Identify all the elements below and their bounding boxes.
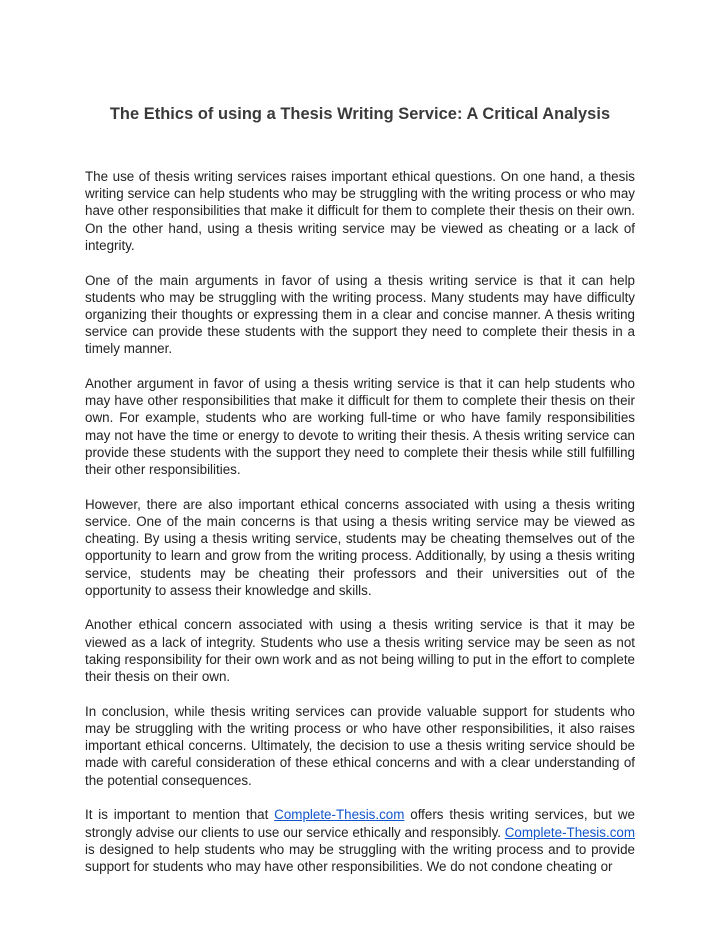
paragraph-other-responsibilities: Another argument in favor of using a thesis writing service is that it can help students who may have other responsibilities that make it difficult for them to complete their thesis on their own. For example, students who are working full-time or who have family responsibilities may not have the time or energy to devote to writing their thesis. A thesis writing service can provide these students with the support they need to complete their thesis while still fulfilling their other responsibilities. (85, 376, 635, 478)
paragraph-intro: The use of thesis writing services raises important ethical questions. On one hand, a thesis writing service can help students who may be struggling with the writing process or who may have other responsibilities that make it difficult for them to complete their thesis on their own. On the other hand, using a thesis writing service may be viewed as cheating or a lack of integrity. (85, 169, 635, 253)
paragraph-disclaimer (85, 806, 635, 875)
complete-thesis-link-2[interactable]: Complete-Thesis.com (504, 824, 635, 840)
disclaimer-text-1: It is important to mention that (85, 807, 275, 823)
paragraph-conclusion: In conclusion, while thesis writing services can provide valuable support for students who may be struggling with the writing process or who have other responsibilities, it also raises important ethical concerns. Ultimately, the decision to use a thesis writing service should be made with careful consideration of these ethical concerns and with a clear understanding of the potential consequences. (85, 703, 635, 788)
document-title: The Ethics of using a Thesis Writing Service: A Critical Analysis (109, 105, 611, 123)
disclaimer-text-2: offers thesis writing services, but we strongly advise our clients to use our service ethically and responsibly. (85, 807, 635, 840)
paragraph-struggling-students: One of the main arguments in favor of using a thesis writing service is that it can help students who may be struggling with the writing process. Many students may have difficulty organizing their thoughts or expressing them in a clear and concise manner. A thesis writing service can provide these students with the support they need to complete their thesis in a timely manner. (85, 272, 635, 357)
complete-thesis-link-1[interactable]: Complete-Thesis.com (274, 807, 405, 823)
paragraph-ethical-concerns: However, there are also important ethical concerns associated with using a thesis writing service. One of the main concerns is that using a thesis writing service may be viewed as cheating. By using a thesis writing service, students may be cheating themselves out of the opportunity to learn and grow from the writing process. Additionally, by using a thesis writing service, students may be cheating their professors and their universities out of the opportunity to assess their knowledge and skills. (85, 496, 635, 598)
disclaimer-text-3: is designed to help students who may be struggling with the writing process and to provide support for students who may have other responsibilities. We do not condone cheating or (85, 841, 635, 874)
paragraph-integrity: Another ethical concern associated with using a thesis writing service is that it may be viewed as a lack of integrity. Students who use a thesis writing service may be seen as not taking responsibility for their own work and as not being willing to put in the effort to complete their thesis on their own. (85, 617, 635, 685)
